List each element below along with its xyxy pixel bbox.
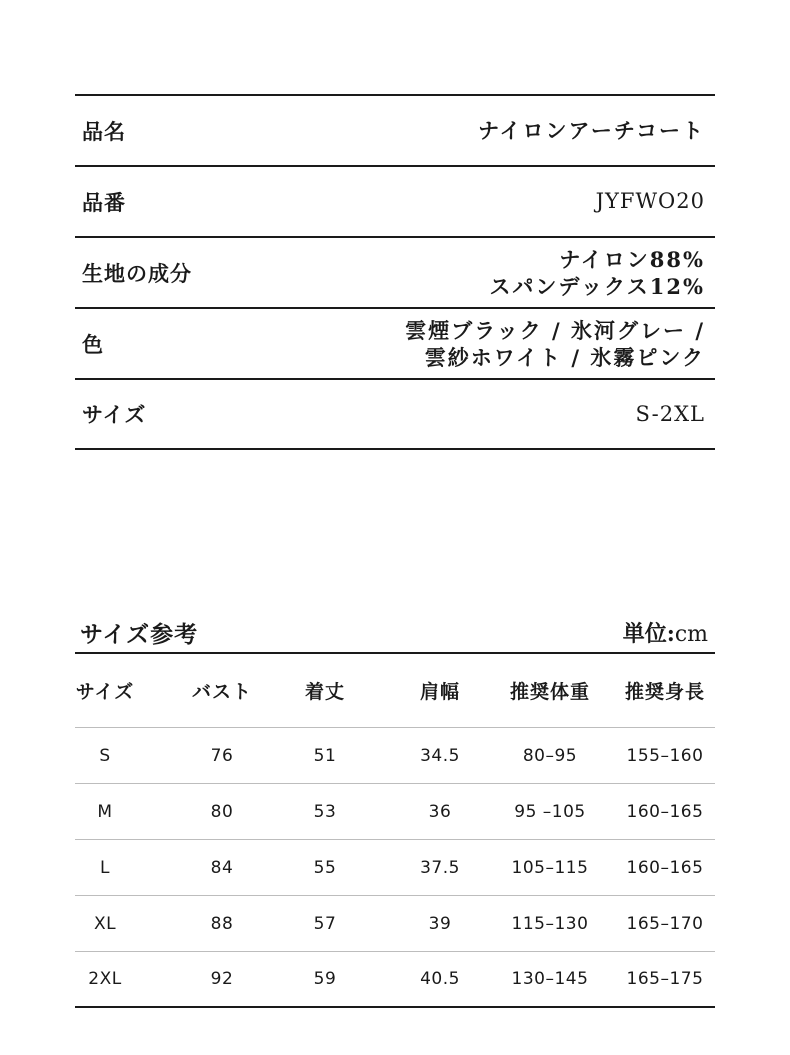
size-table: [75, 654, 715, 1008]
info-value: [489, 246, 705, 300]
table-cell: 40.5: [420, 969, 460, 989]
size-reference-header: [75, 612, 715, 654]
table-cell: 92: [210, 969, 234, 989]
table-cell: 51: [313, 745, 337, 766]
table-cell: 2XL: [88, 969, 122, 989]
info-value-line: S-2XL: [635, 401, 705, 426]
table-cell: 59: [313, 969, 337, 989]
table-cell: 165–175: [626, 969, 704, 989]
table-cell: S: [99, 745, 111, 766]
table-cell: 165–170: [626, 913, 704, 934]
size-reference-title: サイズ参考: [80, 620, 199, 648]
table-cell: 53: [313, 801, 337, 822]
info-row-material: [75, 238, 715, 309]
table-cell: 115–130: [511, 913, 589, 934]
unit-suffix: cm: [674, 621, 708, 647]
info-value: [405, 317, 705, 371]
table-cell: 80: [210, 801, 234, 822]
size-table-header-row: [75, 654, 715, 728]
info-value: [596, 188, 705, 215]
info-label: 色: [82, 331, 104, 357]
column-header-bust: バスト: [191, 681, 252, 703]
info-value-line: ナイロン88%: [559, 246, 705, 272]
table-row: [75, 728, 715, 784]
info-value-line: JYFWO20: [595, 189, 705, 213]
info-value: [635, 401, 705, 428]
info-row-product-number: [75, 167, 715, 238]
table-cell: 130–145: [511, 969, 589, 989]
info-row-color: [75, 309, 715, 380]
table-cell: 34.5: [420, 745, 460, 766]
column-header-length: 着丈: [304, 681, 345, 703]
table-cell: XL: [93, 913, 117, 934]
table-cell: 36: [428, 801, 452, 822]
info-value-line: 雲煙ブラック / 氷河グレー /: [405, 317, 705, 343]
info-label: 生地の成分: [82, 260, 192, 286]
table-cell: 88: [210, 913, 234, 934]
table-cell: 105–115: [511, 857, 589, 878]
column-header-shoulder: 肩幅: [419, 681, 460, 703]
table-row: [75, 896, 715, 952]
column-header-height: 推奨身長: [624, 681, 705, 703]
size-unit-label: [623, 617, 715, 648]
column-header-weight: 推奨体重: [509, 681, 590, 703]
table-cell: 155–160: [626, 745, 704, 766]
table-cell: 95 –105: [514, 801, 586, 822]
table-row: [75, 840, 715, 896]
info-row-size: [75, 380, 715, 450]
table-cell: 160–165: [626, 801, 704, 822]
table-cell: M: [97, 801, 113, 822]
column-header-size: サイズ: [75, 681, 135, 703]
table-cell: 160–165: [626, 857, 704, 878]
info-label: 品名: [82, 118, 126, 144]
info-label: 品番: [82, 189, 126, 215]
table-row: [75, 784, 715, 840]
table-cell: 37.5: [420, 857, 460, 878]
info-row-product-name: [75, 96, 715, 167]
info-value: [478, 117, 705, 144]
info-label: サイズ: [82, 402, 147, 427]
info-value-line: ナイロンアーチコート: [477, 118, 705, 143]
table-cell: 39: [428, 913, 452, 934]
table-cell: L: [100, 857, 110, 878]
info-value-line: 雲紗ホワイト / 氷霧ピンク: [424, 344, 705, 370]
table-cell: 80–95: [522, 745, 578, 766]
product-info-table: [75, 94, 715, 450]
info-value-line: スパンデックス12%: [489, 273, 705, 299]
table-cell: 76: [210, 745, 234, 766]
unit-prefix: 単位:: [622, 620, 675, 647]
table-cell: 57: [313, 913, 337, 934]
table-cell: 84: [210, 857, 234, 878]
table-cell: 55: [313, 857, 337, 878]
table-row: [75, 952, 715, 1008]
